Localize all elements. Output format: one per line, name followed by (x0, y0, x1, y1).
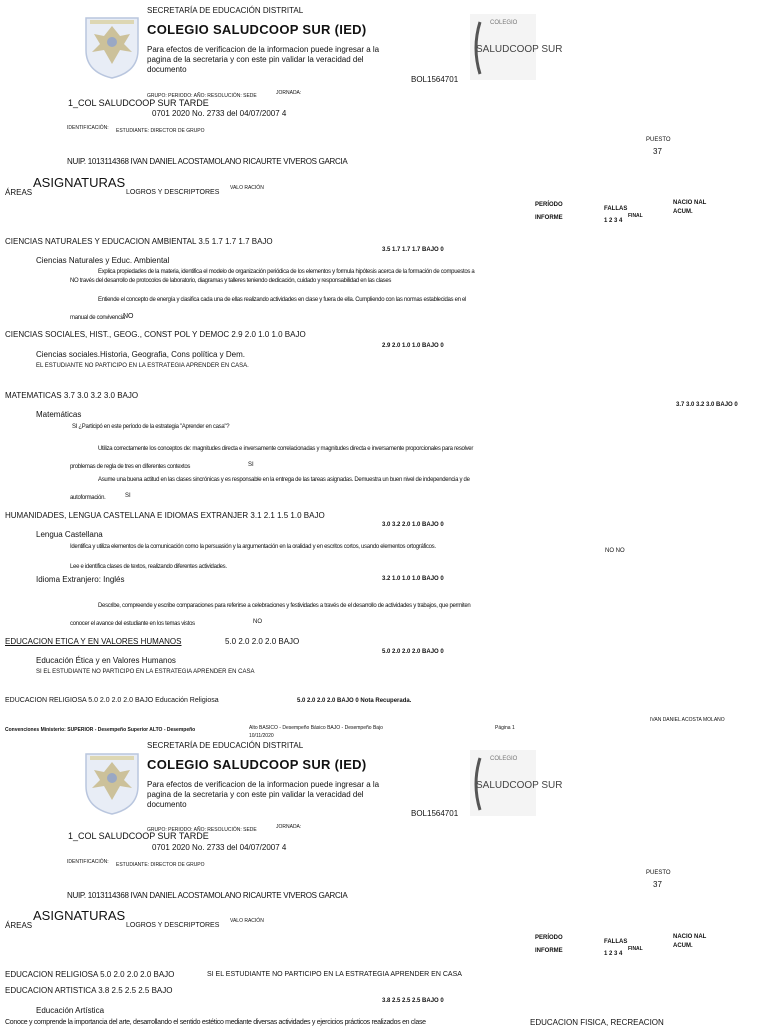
area-ciencias-naturales: CIENCIAS NATURALES Y EDUCACION AMBIENTAL 3.5 1.7 1.7 1.7 BAJO (5, 237, 273, 246)
sede-line: 1_COL SALUDCOOP SUR TARDE (68, 98, 209, 108)
col-asignaturas-2: ASIGNATURAS (33, 908, 126, 923)
col-final-2: FINAL (628, 946, 643, 952)
subject-matematicas: Matemáticas (36, 410, 82, 419)
scores-artistica: 3.8 2.5 2.5 2.5 BAJO 0 (382, 998, 444, 1004)
school-name-2: COLEGIO SALUDCOOP SUR (IED) (147, 757, 367, 772)
area-humanidades: HUMANIDADES, LENGUA CASTELLANA E IDIOMAS EXTRANJER 3.1 2.1 1.5 1.0 BAJO (5, 511, 325, 520)
col-periodo: PERÍODO (535, 202, 563, 208)
verification-note: Para efectos de verificacion de la informacion puede ingresar a la pagina de la secretaria y con este pin validar la veracidad del documento (147, 45, 380, 74)
col-informe-2: INFORME (535, 948, 563, 954)
subject-ciencias-sociales: Ciencias sociales.Historia, Geografia, Cons política y Dem. (36, 350, 245, 359)
desc-cn-1: Explica propiedades de la materia, identifica el modelo de organización periódica de los elementos y formula hipótesis acerca de la formación de compuestos a (98, 269, 475, 275)
logo-sub-text-2: COLEGIO (490, 756, 518, 762)
puesto-label: PUESTO (646, 137, 671, 143)
footer-page-number: Página 1 (495, 725, 515, 731)
scores-ingles: 3.2 1.0 1.0 1.0 BAJO 0 (382, 576, 444, 582)
footer-date: 10/11/2020 (249, 733, 274, 739)
desc-cn-2b: manual de convivencia (70, 315, 125, 321)
desc-etica: SI EL ESTUDIANTE NO PARTICIPO EN LA ESTRATEGIA APRENDER EN CASA (36, 669, 255, 675)
jornada-label: JORNADA: (276, 90, 302, 96)
desc-cn-2: Entiende el concepto de energía y clasifica cada una de ellas realizando actividades en clase y fuera de ella. Cumpliendo con las normas establecidas en el (98, 297, 467, 303)
col-logros-2: LOGROS Y DESCRIPTORES (126, 922, 220, 929)
puesto-value-2: 37 (653, 880, 662, 889)
scores-matematicas: 3.7 3.0 3.2 3.0 BAJO 0 (676, 402, 738, 408)
ing-no: NO (253, 619, 262, 625)
col-nacional-2: NACIO NAL (673, 934, 707, 940)
secretaria-heading: SECRETARÍA DE EDUCACIÓN DISTRITAL (147, 6, 304, 15)
area-religiosa-p2: EDUCACION RELIGIOSA 5.0 2.0 2.0 2.0 BAJO (5, 970, 175, 979)
col-areas-2: ÁREAS (5, 921, 33, 930)
col-fallas-nums: 1 2 3 4 (604, 218, 623, 224)
ma-si-1: SI (248, 462, 254, 468)
area-etica: EDUCACION ETICA Y EN VALORES HUMANOS (5, 637, 182, 646)
col-areas: ÁREAS (5, 188, 33, 197)
desc-cn-1b: NO través del desarrollo de protocolos de laboratorio, diagramas y talleres teniendo dedicación, cuidado y responsabilidad en las clases (70, 278, 392, 284)
col-acum: ACUM. (673, 209, 693, 215)
subject-lengua: Lengua Castellana (36, 530, 103, 539)
group-line: 0701 2020 No. 2733 del 04/07/2007 4 (152, 109, 287, 118)
desc-ma-0: SI ¿Participó en este período de la estrategia "Aprender en casa"? (72, 424, 230, 430)
desc-ma-1: Utiliza correctamente los conceptos de: magnitudes directa e inversamente correlacionadas y magnitudes directa e inversamente proporcionales para resolver (98, 446, 474, 452)
footer-conventions: Convenciones Ministerio: SUPERIOR - Desempeño Superior ALTO - Desempeño (5, 727, 196, 733)
logo-text: SALUDCOOP SUR (476, 44, 563, 55)
ident-label-2: IDENTIFICACIÓN: (67, 859, 109, 865)
col-asignaturas: ASIGNATURAS (33, 175, 126, 190)
subject-ciencias-naturales: Ciencias Naturales y Educ. Ambiental (36, 256, 170, 265)
desc-ing: Describe, compreende y escribe comparaciones para referirse a celebraciones y festividades a través de el desarrollo de actividades y trabajos, que permiten (98, 603, 471, 609)
district-crest-logo-2 (82, 750, 142, 816)
scores-ciencias-naturales: 3.5 1.7 1.7 1.7 BAJO 0 (382, 247, 444, 253)
col-acum-2: ACUM. (673, 943, 693, 949)
student-line: NUIP. 1013114368 IVAN DANIEL ACOSTAMOLANO RICAURTE VIVEROS GARCIA (67, 157, 348, 166)
meta-labels-2: GRUPO: PERIODO: AÑO: RESOLUCIÓN: SEDE (147, 827, 257, 833)
hu-no-no: NO NO (605, 548, 625, 554)
logo-text-2: SALUDCOOP SUR (476, 780, 563, 791)
student-labels-2: ESTUDIANTE: DIRECTOR DE GRUPO (116, 862, 205, 868)
document-pin: BOL1564701 (411, 75, 459, 84)
subject-artistica: Educación Artística (36, 1006, 105, 1015)
religiosa-line-1: EDUCACION RELIGIOSA 5.0 2.0 2.0 2.0 BAJO Educación Religiosa (5, 697, 219, 704)
puesto-value: 37 (653, 147, 662, 156)
area-matematicas: MATEMATICAS 3.7 3.0 3.2 3.0 BAJO (5, 391, 139, 400)
district-crest-logo (82, 14, 142, 80)
col-periodo-2: PERÍODO (535, 935, 563, 941)
subject-etica: Educación Ética y en Valores Humanos (36, 656, 176, 665)
col-fallas-nums-2: 1 2 3 4 (604, 951, 623, 957)
verification-note-2: Para efectos de verificacion de la informacion puede ingresar a la pagina de la secretaria y con este pin validar la veracidad del documento (147, 780, 380, 809)
secretaria-heading-2: SECRETARÍA DE EDUCACIÓN DISTRITAL (147, 741, 304, 750)
puesto-label-2: PUESTO (646, 870, 671, 876)
footer-conventions-2: Alto BASICO - Desempeño Básico BAJO - Desempeño Bajo (249, 725, 383, 731)
area-educacion-fisica: EDUCACION FISICA, RECREACION (530, 1018, 664, 1027)
ident-label: IDENTIFICACIÓN: (67, 125, 109, 131)
scores-ciencias-sociales: 2.9 2.0 1.0 1.0 BAJO 0 (382, 343, 444, 349)
sede-line-2: 1_COL SALUDCOOP SUR TARDE (68, 831, 209, 841)
subject-ingles: Idioma Extranjero: Inglés (36, 575, 125, 584)
col-valoracion-2: VALO RACIÓN (230, 918, 264, 924)
col-logros: LOGROS Y DESCRIPTORES (126, 189, 220, 196)
col-informe: INFORME (535, 215, 563, 221)
col-fallas: FALLAS (604, 206, 628, 212)
school-name: COLEGIO SALUDCOOP SUR (IED) (147, 22, 367, 37)
desc-hu-1: Identifica y utiliza elementos de la comunicación como la persuasión y la argumentación en la oralidad y en escritos cortos, usando elementos ortográficos. (70, 544, 436, 550)
area-artistica: EDUCACION ARTISTICA 3.8 2.5 2.5 2.5 BAJO (5, 986, 173, 995)
school-logo (470, 14, 563, 80)
student-labels: ESTUDIANTE: DIRECTOR DE GRUPO (116, 128, 205, 134)
group-line-2: 0701 2020 No. 2733 del 04/07/2007 4 (152, 843, 287, 852)
area-ciencias-sociales: CIENCIAS SOCIALES, HIST., GEOG., CONST POL Y DEMOC 2.9 2.0 1.0 1.0 BAJO (5, 330, 306, 339)
desc-hu-2: Lee e identifica clases de textos, realizando diferentes actividades. (70, 564, 227, 570)
logo-sub-text: COLEGIO (490, 20, 518, 26)
desc-ma-2b: autoformación. (70, 495, 106, 501)
desc-ing-b: conocer el avance del estudiante en los temas vistos (70, 621, 195, 627)
desc-religiosa-p2: SI EL ESTUDIANTE NO PARTICIPO EN LA ESTRATEGIA APRENDER EN CASA (207, 971, 462, 978)
desc-artistica-cut: Conoce y comprende la importancia del arte, desarrollando el sentido estético mediante diversas actividades y ejercicios prácticos realizados en clase (5, 1019, 426, 1026)
student-line-2: NUIP. 1013114368 IVAN DANIEL ACOSTAMOLANO RICAURTE VIVEROS GARCIA (67, 891, 348, 900)
col-fallas-2: FALLAS (604, 939, 628, 945)
desc-ma-1b: problemas de regla de tres en diferentes contextos (70, 464, 191, 470)
document-pin-2: BOL1564701 (411, 809, 459, 818)
meta-labels: GRUPO: PERIODO: AÑO: RESOLUCIÓN: SEDE (147, 93, 257, 99)
col-valoracion: VALO RACIÓN (230, 185, 264, 191)
school-logo-2 (470, 750, 563, 816)
ma-si-2: SI (125, 493, 131, 499)
jornada-label-2: JORNADA: (276, 824, 302, 830)
col-final: FINAL (628, 213, 643, 219)
area-etica-scores: 5.0 2.0 2.0 2.0 BAJO (225, 637, 300, 646)
desc-cs: EL ESTUDIANTE NO PARTICIPO EN LA ESTRATEGIA APRENDER EN CASA. (36, 363, 249, 369)
cn-no: NO (123, 313, 134, 320)
desc-ma-2: Asume una buena actitud en las clases sincrónicas y es responsable en la entrega de las tareas asignadas. Demuestra un buen nivel de independencia y de (98, 477, 470, 483)
religiosa-line-2: 5.0 2.0 2.0 2.0 BAJO 0 Nota Recuperada. (297, 698, 412, 704)
scores-lengua: 3.0 3.2 2.0 1.0 BAJO 0 (382, 522, 444, 528)
col-nacional: NACIO NAL (673, 200, 707, 206)
footer-student-name: IVAN DANIEL ACOSTA MOLANO (650, 717, 725, 723)
scores-etica: 5.0 2.0 2.0 2.0 BAJO 0 (382, 649, 444, 655)
